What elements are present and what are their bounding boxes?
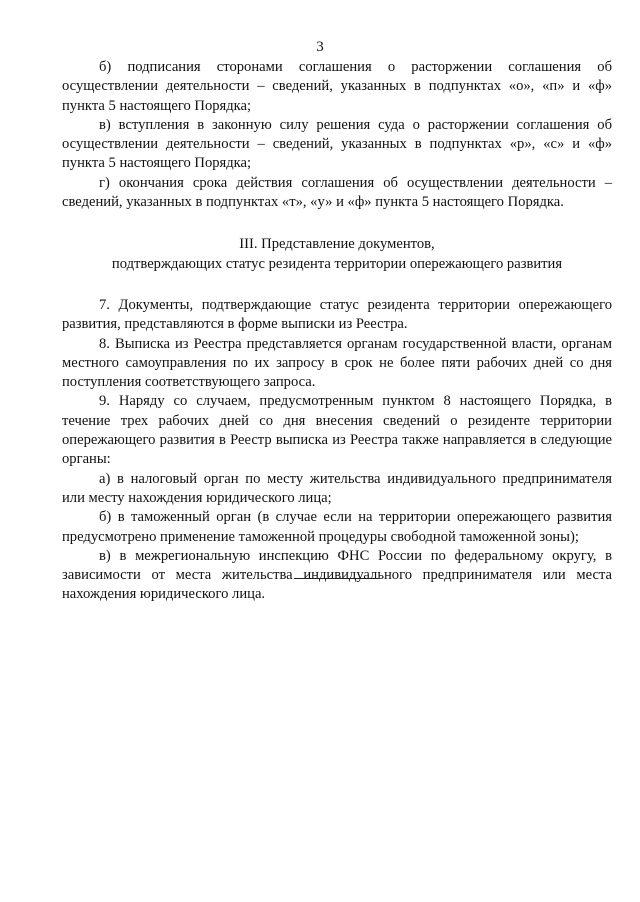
- section-heading: [62, 235, 612, 274]
- section-heading-line-1: III. Представление документов,: [239, 236, 435, 253]
- paragraph-9-a-tax-authority: а) в налоговый орган по месту жительства индивидуального предпринимателя или месту нахождения юридического лица;: [62, 470, 612, 506]
- page-number: 3: [316, 39, 324, 55]
- document-body: [62, 58, 612, 605]
- paragraph-9: 9. Наряду со случаем, предусмотренным пунктом 8 настоящего Порядка, в течение трех рабочих дней со дня внесения сведений о резиденте территории опережающего развития в Реестр выписка из Реестра также направляется в следующие органы:: [62, 393, 612, 468]
- end-of-document-rule: [294, 578, 378, 579]
- paragraph-b-termination: б) подписания сторонами соглашения о расторжении соглашения об осуществлении деятельности – сведений, указанных в подпунктах «о», «п» и «ф» пункта 5 настоящего Порядка;: [62, 59, 612, 114]
- paragraph-9-v-fns-inspection: в) в межрегиональную инспекцию ФНС России по федеральному округу, в зависимости от места жительства индивидуального предпринимателя или места нахождения юридического лица.: [62, 547, 612, 603]
- paragraph-9-b-customs-authority: б) в таможенный орган (в случае если на территории опережающего развития предусмотрено применение таможенной процедуры свободной таможенной зоны);: [62, 509, 612, 545]
- section-heading-line-2: подтверждающих статус резидента территории опережающего развития: [111, 255, 563, 272]
- paragraph-v-court-decision: в) вступления в законную силу решения суда о расторжении соглашения об осуществлении деятельности – сведений, указанных в подпунктах «р», «с» и «ф» пункта 5 настоящего Порядка;: [62, 116, 612, 172]
- paragraph-7: 7. Документы, подтверждающие статус резидента территории опережающего развития, представляются в форме выписки из Реестра.: [62, 296, 612, 333]
- paragraph-8: 8. Выписка из Реестра представляется органам государственной власти, органам местного самоуправления по их запросу в срок не более пяти рабочих дней со дня поступления соответствующего запроса.: [62, 335, 612, 391]
- paragraph-g-expiry: г) окончания срока действия соглашения об осуществлении деятельности – сведений, указанных в подпунктах «т», «у» и «ф» пункта 5 настоящего Порядка.: [62, 174, 612, 211]
